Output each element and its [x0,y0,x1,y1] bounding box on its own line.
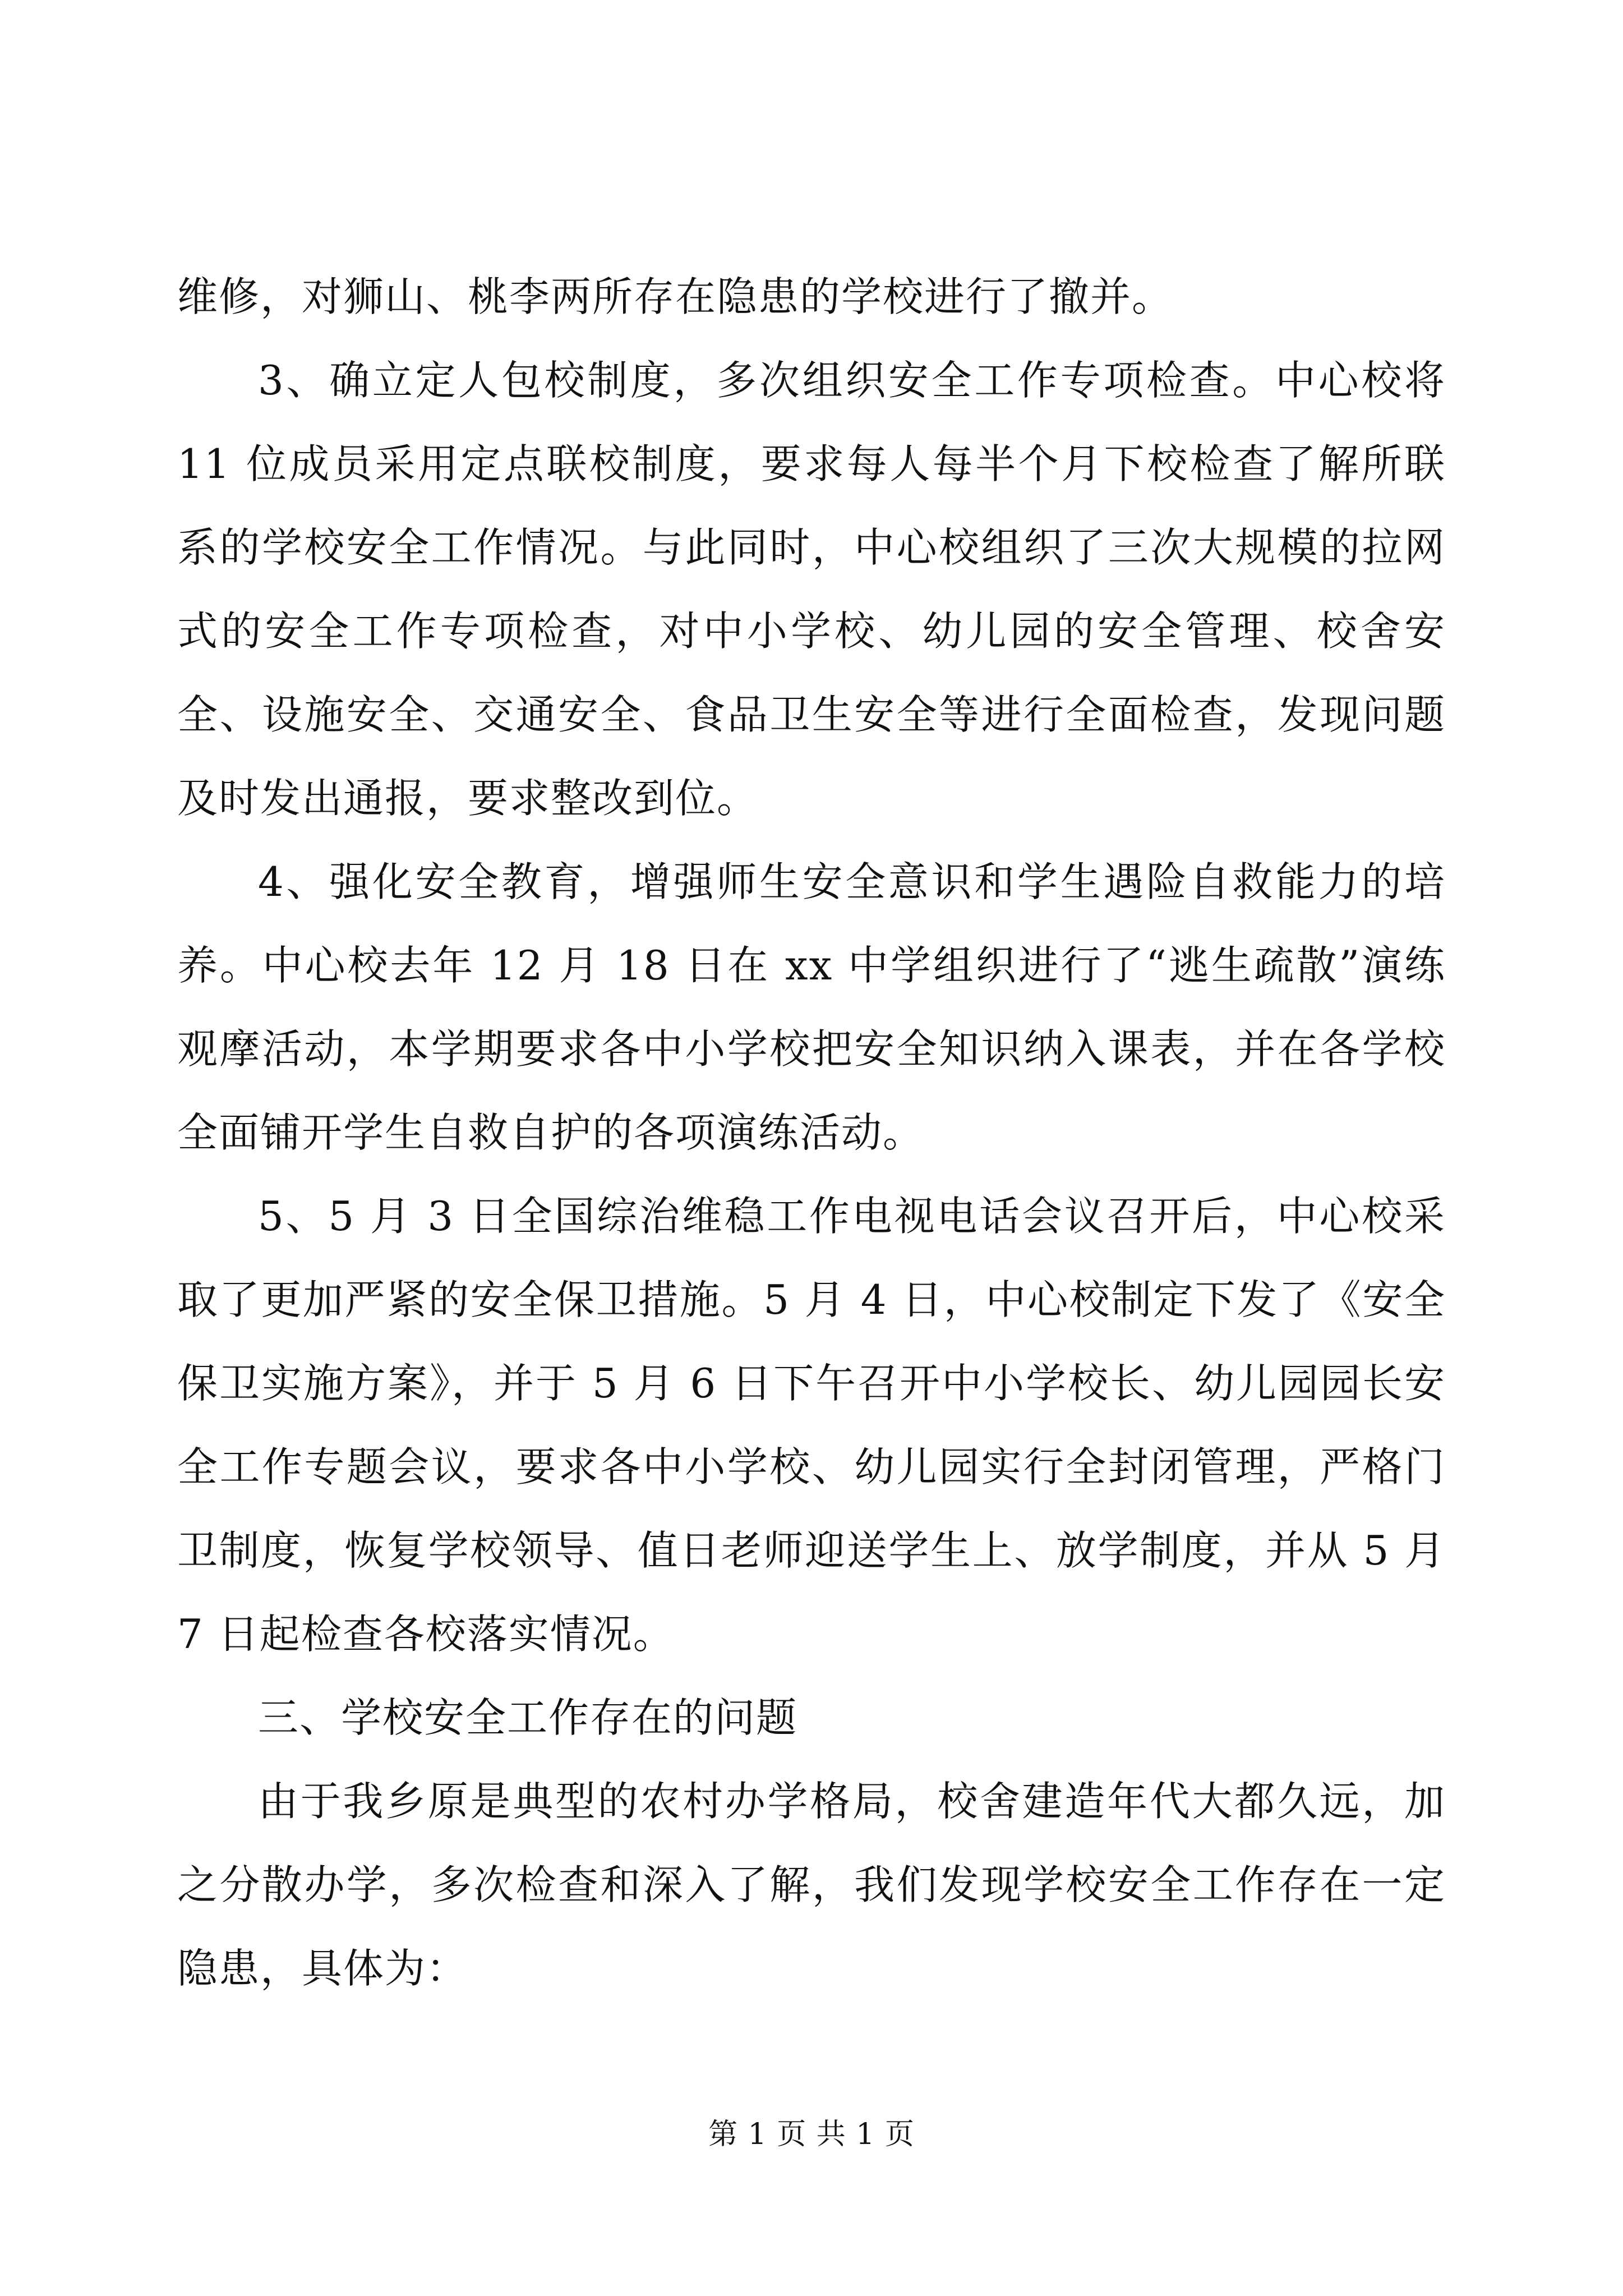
section-heading: 三、学校安全工作存在的问题 [258,1694,798,1741]
paragraph-2: 3、确立定人包校制度，多次组织安全工作专项检查。中心校将 11 位成员采用定点联校制度，要求每人每半个月下校检查了解所联系的学校安全工作情况。与此同时，中心校组织了三次大规模的拉网式的安全工作专项检查，对中小学校、幼儿园的安全管理、校舍安全、设施安全、交通安全、食品卫生安全等进行全面检查，发现问题及时发出通报，要求整改到位。 [177,357,1446,822]
document-body [177,255,1446,2010]
page-footer: 第 1 页 共 1 页 [708,2118,915,2151]
paragraph-1: 维修，对狮山、桃李两所存在隐患的学校进行了撤并。 [177,273,1174,320]
paragraph-4: 5、5 月 3 日全国综治维稳工作电视电话会议召开后，中心校采取了更加严紧的安全保卫措施。5 月 4 日，中心校制定下发了《安全保卫实施方案》，并于 5 月 6 日下午召开中小学校长、幼儿园园长安全工作专题会议，要求各中小学校、幼儿园实行全封闭管理，严格门卫制度，恢复学校领导、值日老师迎送学生上、放学制度，并从 5 月 7 日起检查各校落实情况。 [177,1193,1446,1658]
paragraph-5: 由于我乡原是典型的农村办学格局，校舍建造年代大都久远，加之分散办学，多次检查和深入了解，我们发现学校安全工作存在一定隐患，具体为： [177,1778,1446,1992]
paragraph-3: 4、强化安全教育，增强师生安全意识和学生遇险自救能力的培养。中心校去年 12 月 18 日在 xx 中学组织进行了“逃生疏散”演练观摩活动，本学期要求各中小学校把安全知识纳入课表，并在各学校全面铺开学生自救自护的各项演练活动。 [177,858,1446,1156]
